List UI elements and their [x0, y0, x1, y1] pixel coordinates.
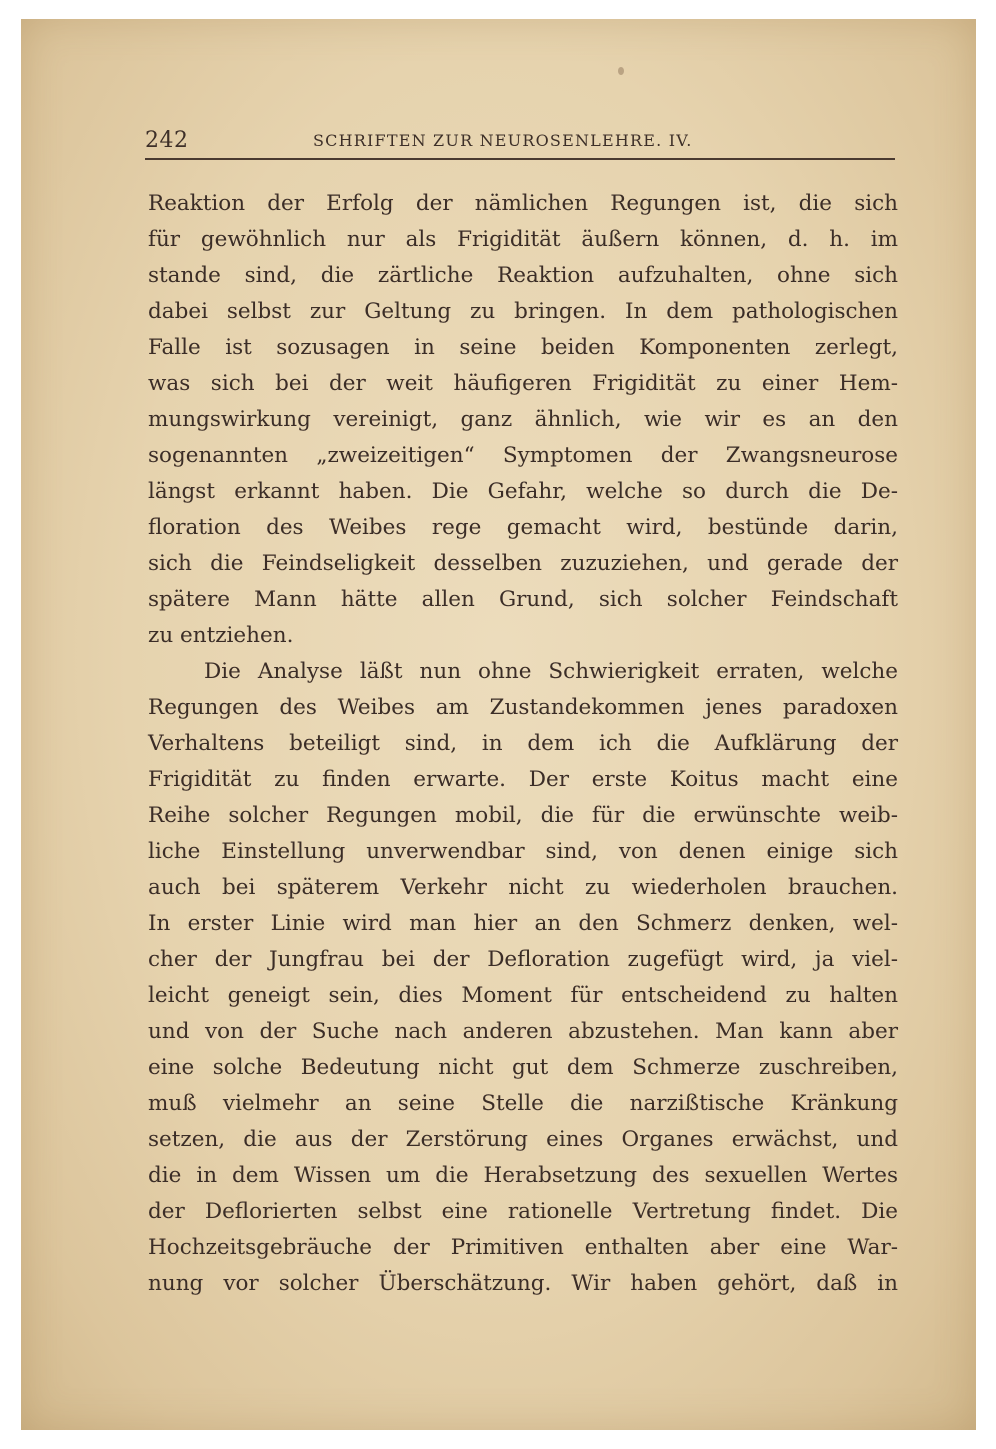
page-header — [145, 124, 895, 160]
text-line: cher der Jungfrau bei der Defloration zugefügt wird, ja viel- — [148, 947, 898, 972]
text-line: sich die Feindseligkeit desselben zuzuziehen, und gerade der — [148, 551, 898, 576]
text-line: auch bei späterem Verkehr nicht zu wiederholen brauchen. — [148, 875, 898, 900]
text-line: mungswirkung vereinigt, ganz ähnlich, wie wir es an den — [148, 407, 898, 432]
text-line: liche Einstellung unverwendbar sind, von denen einige sich — [148, 839, 898, 864]
text-line: stande sind, die zärtliche Reaktion aufzuhalten, ohne sich — [148, 263, 898, 288]
text-line: was sich bei der weit häufigeren Frigidität zu einer Hem- — [148, 371, 898, 396]
paper-speck — [618, 67, 624, 75]
paragraph-1 — [148, 186, 898, 654]
text-line: Die Analyse läßt nun ohne Schwierigkeit erraten, welche — [204, 659, 898, 684]
text-line: leicht geneigt sein, dies Moment für entscheidend zu halten — [148, 983, 898, 1008]
text-line: für gewöhnlich nur als Frigidität äußern können, d. h. im — [148, 227, 898, 252]
text-line: spätere Mann hätte allen Grund, sich solcher Feindschaft — [148, 587, 898, 612]
text-line: Verhaltens beteiligt sind, in dem ich die Aufklärung der — [148, 731, 898, 756]
text-line: muß vielmehr an seine Stelle die narzißtische Kränkung — [148, 1091, 898, 1116]
text-line: die in dem Wissen um die Herabsetzung des sexuellen Wertes — [148, 1163, 898, 1188]
text-line: zu entziehen. — [148, 623, 294, 648]
text-line: floration des Weibes rege gemacht wird, bestünde darin, — [148, 515, 898, 540]
text-line: setzen, die aus der Zerstörung eines Organes erwächst, und — [148, 1127, 898, 1152]
text-line: Reihe solcher Regungen mobil, die für die erwünschte weib- — [148, 803, 898, 828]
text-line: In erster Linie wird man hier an den Schmerz denken, wel- — [148, 911, 898, 936]
text-line: Regungen des Weibes am Zustandekommen jenes paradoxen — [148, 695, 898, 720]
text-line: eine solche Bedeutung nicht gut dem Schmerze zuschreiben, — [148, 1055, 898, 1080]
text-line: der Deflorierten selbst eine rationelle Vertretung findet. Die — [148, 1199, 898, 1224]
text-line: Falle ist sozusagen in seine beiden Komponenten zerlegt, — [148, 335, 898, 360]
text-line: sogenannten „zweizeitigen“ Symptomen der Zwangsneurose — [148, 443, 898, 468]
text-line: Frigidität zu finden erwarte. Der erste Koitus macht eine — [148, 767, 898, 792]
text-line: nung vor solcher Überschätzung. Wir haben gehört, daß in — [148, 1271, 898, 1296]
text-line: Reaktion der Erfolg der nämlichen Regungen ist, die sich — [148, 191, 898, 216]
text-line: längst erkannt haben. Die Gefahr, welche so durch die De- — [148, 479, 898, 504]
running-head: SCHRIFTEN ZUR NEUROSENLEHRE. IV. — [313, 131, 693, 150]
paragraph-2 — [148, 654, 898, 1302]
body-text — [148, 186, 898, 1302]
text-line: dabei selbst zur Geltung zu bringen. In dem pathologischen — [148, 299, 898, 324]
text-line: und von der Suche nach anderen abzustehen. Man kann aber — [148, 1019, 898, 1044]
text-line: Hochzeitsgebräuche der Primitiven enthalten aber eine War- — [148, 1235, 898, 1260]
page-number: 242 — [145, 128, 189, 153]
